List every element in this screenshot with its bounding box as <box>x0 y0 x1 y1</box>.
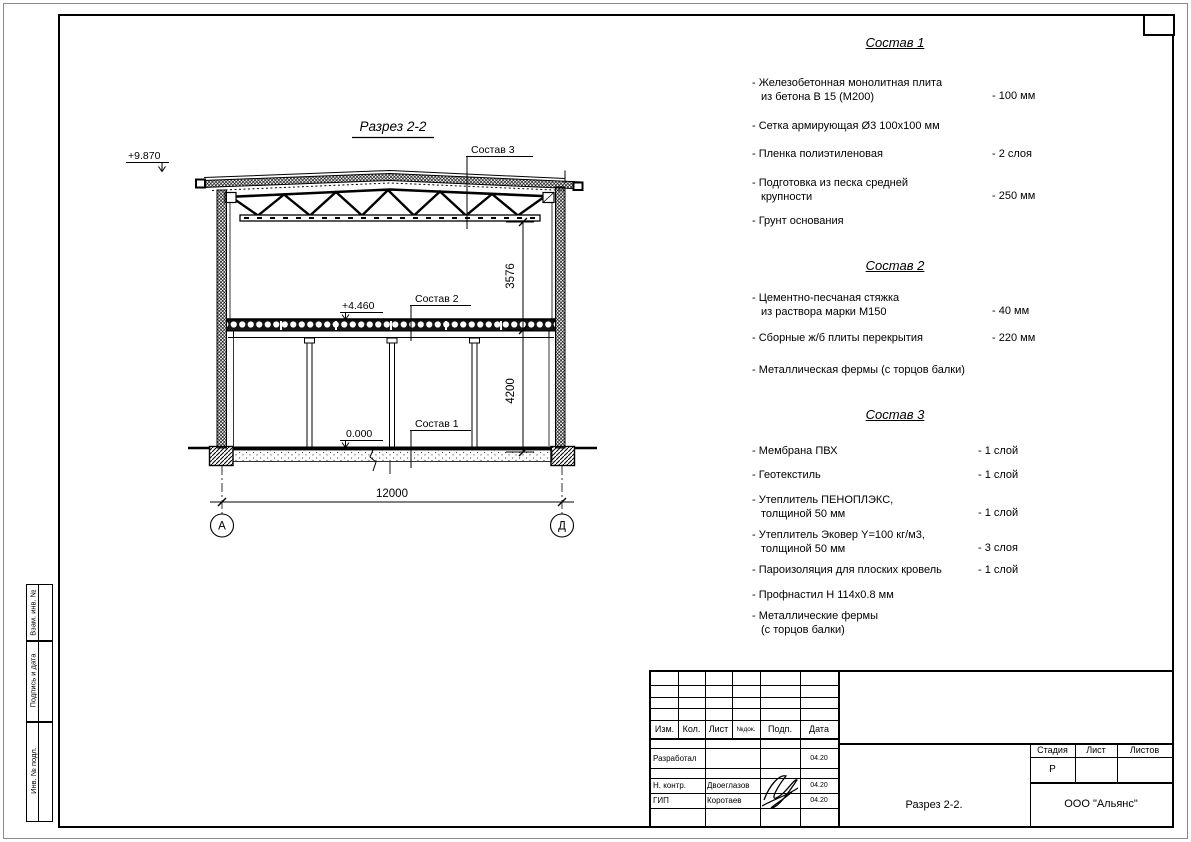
section-title: Разрез 2-2 <box>359 119 427 134</box>
stage-label: Стадия <box>1037 745 1068 755</box>
list-item: - Подготовка из песка средней крупности - 250 мм <box>752 177 1036 203</box>
sidebar-cell-vzam: Взам. инв. № <box>28 589 38 636</box>
signature <box>760 766 800 812</box>
name-gip: Коротаев <box>707 796 742 805</box>
date-gip: 04.20 <box>810 797 828 804</box>
ground-slab <box>188 447 597 475</box>
axis-label-left: А <box>218 520 226 533</box>
composition-1-title: Состав 1 <box>865 35 925 50</box>
role-developer: Разработал <box>653 753 697 763</box>
name-ncontrol: Двоеглазов <box>707 781 750 790</box>
col-izm: Изм. <box>654 724 675 734</box>
list-item: - Утеплитель Эковер Y=100 кг/м3, толщиной 50 мм - 3 слоя <box>752 529 1019 555</box>
col-kol: Кол. <box>682 724 701 734</box>
list-item: - Утеплитель ПЕНОПЛЭКС, толщиной 50 мм - 1 слой <box>752 494 1019 520</box>
dim-floor-height: 4200 <box>505 378 517 404</box>
elevation-zero: 0.000 <box>346 428 373 440</box>
role-gip: ГИП <box>653 796 669 805</box>
composition-2-title: Состав 2 <box>865 258 925 273</box>
sheets-label: Листов <box>1129 745 1160 755</box>
floor-slab <box>226 319 556 337</box>
list-item: - Пленка полиэтиленовая - 2 слоя <box>752 147 1033 160</box>
dim-truss-height: 3576 <box>505 263 517 289</box>
list-item: - Грунт основания <box>752 215 844 227</box>
title-block <box>649 670 1174 828</box>
list-item: - Геотекстиль - 1 слой <box>752 468 1019 481</box>
document-name: Разрез 2-2. <box>905 798 963 811</box>
callout-sostav2: Состав 2 <box>415 293 459 305</box>
list-item: - Железобетонная монолитная плита из бетона В 15 (М200) - 100 мм <box>752 77 1036 103</box>
sidebar-stamp <box>26 584 53 822</box>
span-dimension <box>210 466 574 537</box>
sidebar-cell-podpis: Подпись и дата <box>28 653 38 708</box>
list-item: - Мембрана ПВХ - 1 слой <box>752 444 1019 457</box>
elevation-floor: +4.460 <box>342 300 375 312</box>
roof-assembly <box>196 171 583 191</box>
stage-value: Р <box>1049 764 1056 775</box>
elevation-roof: +9.870 <box>128 150 161 162</box>
company-name: ООО "Альянс" <box>1064 798 1138 810</box>
roof-truss <box>225 190 554 222</box>
role-ncontrol: Н. контр. <box>653 781 687 790</box>
dim-span: 12000 <box>376 488 408 500</box>
sheet-label: Лист <box>1086 745 1106 755</box>
list-item: - Профнастил Н 114х0.8 мм <box>752 589 894 601</box>
date-ncontrol: 04.20 <box>810 782 828 789</box>
view-title <box>352 119 434 138</box>
list-item: - Пароизоляция для плоских кровель - 1 слой <box>752 563 1019 576</box>
col-podp: Подп. <box>768 724 792 734</box>
sidebar-cell-inv: Инв. № подл. <box>28 747 38 794</box>
col-list: Лист <box>708 724 729 734</box>
callout-sostav1: Состав 1 <box>415 418 459 430</box>
composition-3-title: Состав 3 <box>865 407 925 422</box>
list-item: - Сетка армирующая Ø3 100х100 мм <box>752 120 940 132</box>
col-ndok: №док. <box>736 725 756 733</box>
callout-sostav3: Состав 3 <box>471 144 515 156</box>
col-data: Дата <box>809 724 829 734</box>
list-item: - Цементно-песчаная стяжка из раствора марки М150 - 40 мм <box>752 292 1030 318</box>
date-developer: 04.20 <box>810 754 828 762</box>
list-item: - Сборные ж/б плиты перекрытия - 220 мм <box>752 331 1036 344</box>
list-item: - Металлическая фермы (с торцов балки) <box>752 364 965 376</box>
list-item: - Металлические фермы (с торцов балки) <box>752 610 879 636</box>
axis-label-right: Д <box>558 520 566 533</box>
